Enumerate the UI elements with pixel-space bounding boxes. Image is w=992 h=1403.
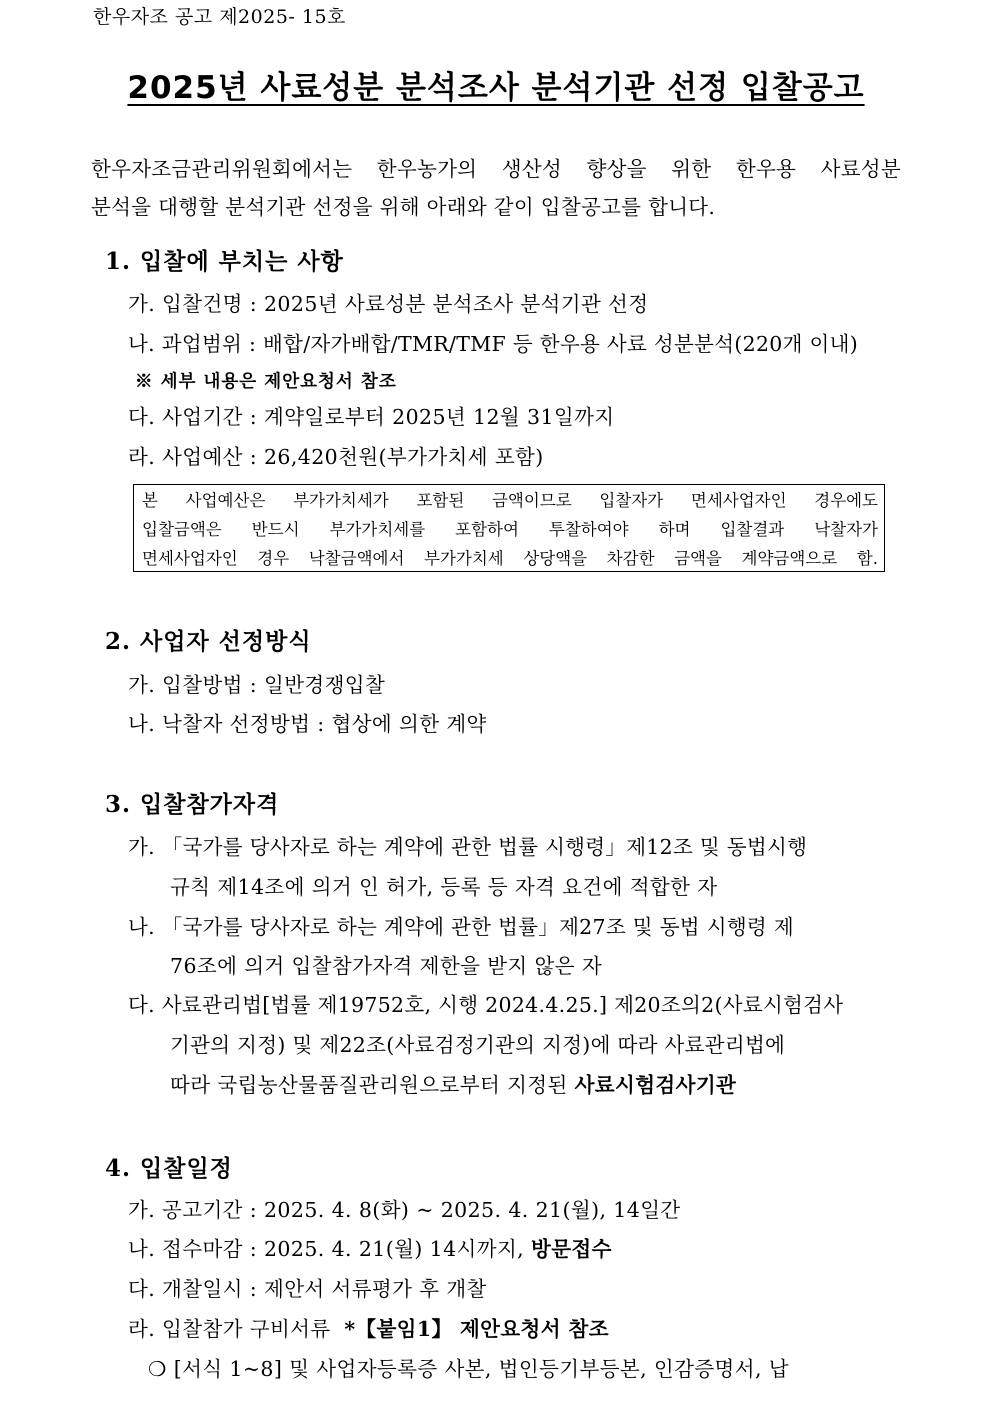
section-1-note: ※ 세부 내용은 제안요청서 참조 <box>135 372 397 392</box>
section-3-heading: 3. 입찰참가자격 <box>105 791 280 818</box>
section-1-heading: 1. 입찰에 부치는 사항 <box>105 248 344 275</box>
vat-notice-line-2: 입찰금액은 반드시 부가가치세를 포함하여 투찰하여야 하며 입찰결과 낙찰자가 <box>142 520 878 539</box>
section-4-item-a: 가. 공고기간 : 2025. 4. 8(화) ~ 2025. 4. 21(월), 14일간 <box>128 1198 681 1222</box>
title-text: 2025년 사료성분 분석조사 분석기관 선정 입찰공고 <box>127 70 865 106</box>
section-2-heading: 2. 사업자 선정방식 <box>105 628 312 655</box>
attachment-reference: *【붙임1】 제안요청서 참조 <box>344 1317 609 1341</box>
section-3-item-b-line-1: 나. 「국가를 당사자로 하는 계약에 관한 법률」제27조 및 동법 시행령 제 <box>128 915 794 939</box>
doc-number: 한우자조 공고 제2025- 15호 <box>93 6 346 28</box>
section-4-item-d <box>128 1312 609 1342</box>
vat-notice-line-1: 본 사업예산은 부가가치세가 포함된 금액이므로 입찰자가 면세사업자인 경우에도 <box>142 491 878 510</box>
vat-notice-box <box>133 484 885 572</box>
section-1-item-c: 다. 사업기간 : 계약일로부터 2025년 12월 31일까지 <box>128 405 615 429</box>
visit-submission-label: 방문접수 <box>531 1237 612 1261</box>
section-4-heading: 4. 입찰일정 <box>105 1155 233 1182</box>
vat-notice-line-3: 면세사업자인 경우 낙찰금액에서 부가가치세 상당액을 차감한 금액을 계약금액으로 함. <box>142 549 878 568</box>
page-title <box>0 62 992 107</box>
section-2-item-a: 가. 입찰방법 : 일반경쟁입찰 <box>128 673 386 697</box>
section-4-item-c: 다. 개찰일시 : 제안서 서류평가 후 개찰 <box>128 1277 487 1301</box>
section-1-item-b: 나. 과업범위 : 배합/자가배합/TMR/TMF 등 한우용 사료 성분분석(220개 이내) <box>128 332 859 356</box>
section-3-item-c-line-1: 다. 사료관리법[법률 제19752호, 시행 2024.4.25.] 제20조의2(사료시험검사 <box>128 993 844 1017</box>
section-4-item-b <box>128 1232 612 1262</box>
section-3-item-a-line-1: 가. 「국가를 당사자로 하는 계약에 관한 법률 시행령」제12조 및 동법시행 <box>128 835 808 859</box>
section-4-bullet-line: ❍ [서식 1~8] 및 사업자등록증 사본, 법인등기부등본, 인감증명서, 납 <box>148 1357 789 1381</box>
section-3-item-c-line-3-text: 따라 국립농산물품질관리원으로부터 지정된 <box>170 1073 575 1097</box>
section-4-item-b-text: 나. 접수마감 : 2025. 4. 21(월) 14시까지, <box>128 1237 531 1261</box>
section-1-item-a: 가. 입찰건명 : 2025년 사료성분 분석조사 분석기관 선정 <box>128 292 649 316</box>
designated-lab-label: 사료시험검사기관 <box>574 1073 737 1097</box>
section-1-item-d: 라. 사업예산 : 26,420천원(부가가치세 포함) <box>128 445 544 469</box>
intro-line-1: 한우자조금관리위원회에서는 한우농가의 생산성 향상을 위한 한우용 사료성분 <box>91 157 901 181</box>
intro-paragraph <box>91 150 901 226</box>
section-3-item-b-line-2: 76조에 의거 입찰참가자격 제한을 받지 않은 자 <box>170 954 603 978</box>
section-4-item-d-text: 라. 입찰참가 구비서류 <box>128 1317 345 1341</box>
intro-line-2: 분석을 대행할 분석기관 선정을 위해 아래와 같이 입찰공고를 합니다. <box>91 195 716 219</box>
section-3-item-c-line-3 <box>170 1068 736 1098</box>
section-3-item-c-line-2: 기관의 지정) 및 제22조(사료검정기관의 지정)에 따라 사료관리법에 <box>170 1033 786 1057</box>
section-2-item-b: 나. 낙찰자 선정방법 : 협상에 의한 계약 <box>128 712 487 736</box>
section-3-item-a-line-2: 규칙 제14조에 의거 인 허가, 등록 등 자격 요건에 적합한 자 <box>170 875 718 899</box>
